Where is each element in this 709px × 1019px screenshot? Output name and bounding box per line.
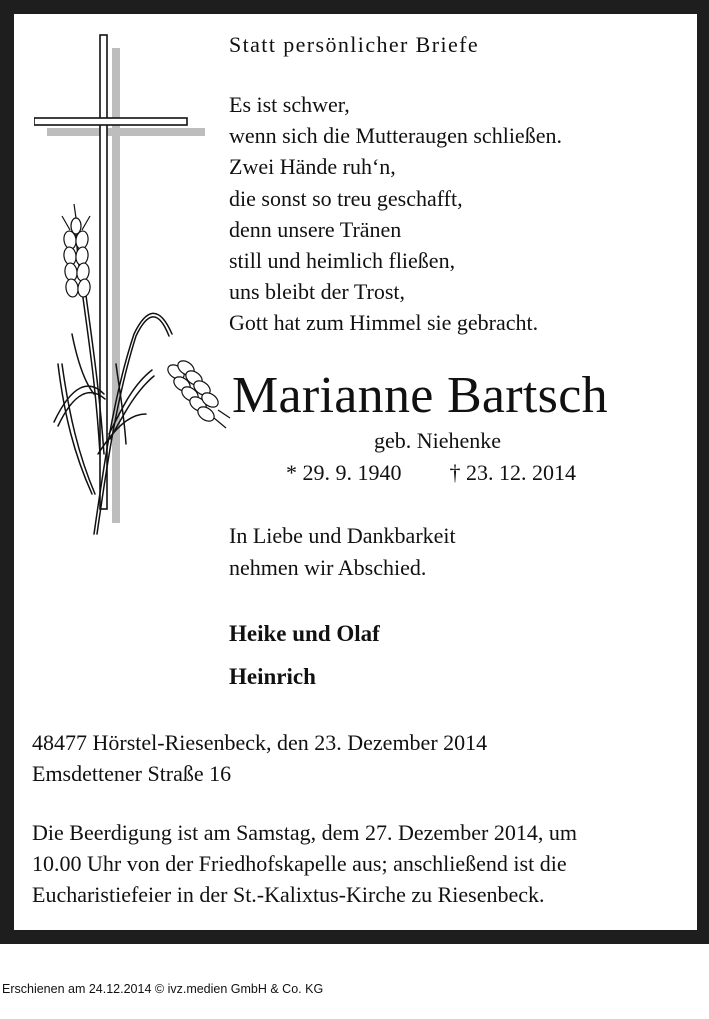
poem-line: Gott hat zum Himmel sie gebracht. (229, 310, 539, 336)
address-line: Emsdettener Straße 16 (32, 760, 232, 786)
poem-line: still und heimlich fließen, (229, 248, 456, 274)
poem-line: Zwei Hände ruh‘n, (229, 154, 396, 180)
cross-with-wheat-icon (34, 34, 234, 554)
poem-line: denn unsere Tränen (229, 216, 402, 242)
poem-line: wenn sich die Mutteraugen schließen. (229, 123, 562, 149)
poem-line: Es ist schwer, (229, 92, 350, 117)
poem-line: uns bleibt der Trost, (229, 279, 406, 305)
farewell-text (229, 520, 456, 583)
address-block (32, 728, 487, 789)
funeral-line: 10.00 Uhr von der Friedhofskapelle aus; anschließend ist die (32, 851, 567, 876)
funeral-info (32, 817, 577, 910)
birth-date: * 29. 9. 1940 (286, 460, 402, 485)
deceased-name: Marianne Bartsch (232, 367, 608, 424)
life-dates (286, 460, 576, 486)
address-line: 48477 Hörstel-Riesenbeck, den 23. Dezember 2014 (32, 730, 488, 755)
poem (229, 89, 562, 339)
publication-footer: Erschienen am 24.12.2014 © ivz.medien GmbH & Co. KG (2, 982, 324, 996)
farewell-line: In Liebe und Dankbarkeit (229, 523, 456, 548)
signer-name: Heinrich (229, 664, 316, 689)
signer-name: Heike und Olaf (229, 621, 380, 646)
poem-line: die sonst so treu geschafft, (229, 185, 463, 211)
funeral-line: Eucharistiefeier in der St.-Kalixtus-Kirche zu Riesenbeck. (32, 882, 545, 907)
notice-panel (14, 14, 697, 930)
funeral-line: Die Beerdigung ist am Samstag, dem 27. Dezember 2014, um (32, 820, 577, 845)
death-date: † 23. 12. 2014 (449, 460, 576, 485)
farewell-line: nehmen wir Abschied. (229, 554, 427, 580)
intro-line: Statt persönlicher Briefe (229, 32, 480, 57)
birth-name: geb. Niehenke (374, 428, 502, 453)
